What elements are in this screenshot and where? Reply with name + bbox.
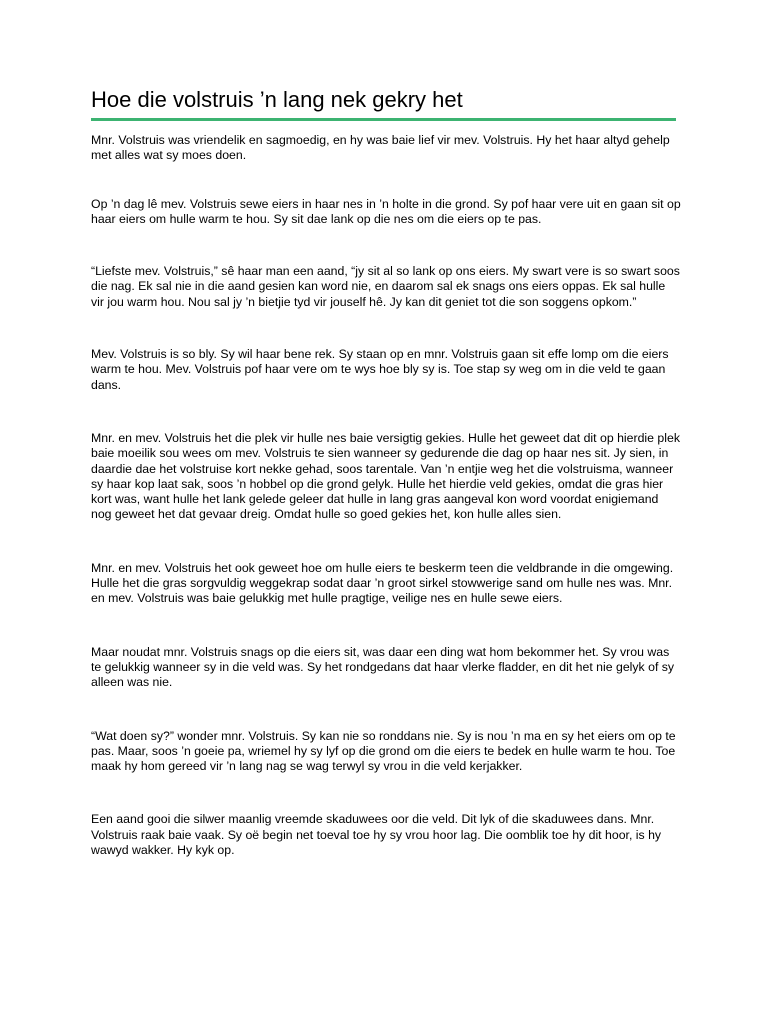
document-page [91, 86, 681, 896]
title-underline-rule [91, 118, 676, 121]
paragraph-7: Maar noudat mnr. Volstruis snags op die eiers sit, was daar een ding wat hom bekommer het. Sy vrou was te gelukkig wanneer sy in die veld was. Sy het rondgedans dat haar vlerke fladder, en dit het nie gelyk of sy alleen was nie. [91, 644, 675, 690]
paragraph-6: Mnr. en mev. Volstruis het ook geweet hoe om hulle eiers te beskerm teen die veldbrande in die omgewing. Hulle het die gras sorgvuldig weggekrap sodat daar ’n groot sirkel stowwerige sand om hulle nes was. Mnr. en mev. Volstruis was baie gelukkig met hulle pragtige, veilige nes en hulle sewe eiers. [91, 560, 674, 606]
document-title: Hoe die volstruis ’n lang nek gekry het [91, 87, 463, 112]
paragraph-3: “Liefste mev. Volstruis,” sê haar man een aand, “jy sit al so lank op ons eiers. My swart vere is so swart soos die nag. Ek sal nie in die aand gesien kan word nie, en daarom sal ek snags ons eiers oppas. Ek sal hulle vir jou warm hou. Nou sal jy ’n bietjie tyd vir jouself hê. Jy kan dit geniet tot die son soggens opkom.” [91, 264, 680, 309]
paragraph-4: Mev. Volstruis is so bly. Sy wil haar bene rek. Sy staan op en mnr. Volstruis gaan sit effe lomp om die eiers warm te hou. Mev. Volstruis pof haar vere om te wys hoe bly sy is. Toe stap sy weg om in die veld te gaan dans. [91, 347, 669, 392]
paragraph-1: Mnr. Volstruis was vriendelik en sagmoedig, en hy was baie lief vir mev. Volstruis. Hy het haar altyd gehelp met alles wat sy moes doen. [91, 133, 670, 163]
paragraph-2: Op ’n dag lê mev. Volstruis sewe eiers in haar nes in ’n holte in die grond. Sy pof haar vere uit en gaan sit op haar eiers om hulle warm te hou. Sy sit dae lank op die nes om die eiers op te pas. [91, 196, 681, 226]
paragraph-9: Een aand gooi die silwer maanlig vreemde skaduwees oor die veld. Dit lyk of die skaduwees dans. Mnr. Volstruis raak baie vaak. Sy oë begin net toeval toe hy sy vrou hoor lag. Die oomblik toe hy dit hoor, is hy wawyd wakker. Hy kyk op. [91, 812, 662, 858]
paragraph-5: Mnr. en mev. Volstruis het die plek vir hulle nes baie versigtig gekies. Hulle het geweet dat dit op hierdie plek baie moeilik sou wees om mev. Volstruis te sien wanneer sy gedurende die dag op haar nes sit. Jy sien, in daardie dae het volstruise kort nekke gehad, soos tarentale. Van ’n entjie weg het die volstruisma, wanneer sy haar kop laat sak, soos ’n hobbel op die grond gelyk. Hulle het hierdie veld gekies, omdat die gras hier kort was, want hulle het lank gelede geleer dat hulle in lang gras aangeval kon word voordat enigiemand nog geweet het dat gevaar dreig. Omdat hulle so goed gekies het, kon hulle alles sien. [91, 430, 680, 522]
paragraph-8: “Wat doen sy?” wonder mnr. Volstruis. Sy kan nie so ronddans nie. Sy is nou ’n ma en sy het eiers om op te pas. Maar, soos ’n goeie pa, wriemel hy sy lyf op die grond om die eiers te bedek en hulle warm te hou. Toe maak hy hom gereed vir ’n lang nag se wag terwyl sy vrou in die veld kerjakker. [91, 728, 676, 774]
